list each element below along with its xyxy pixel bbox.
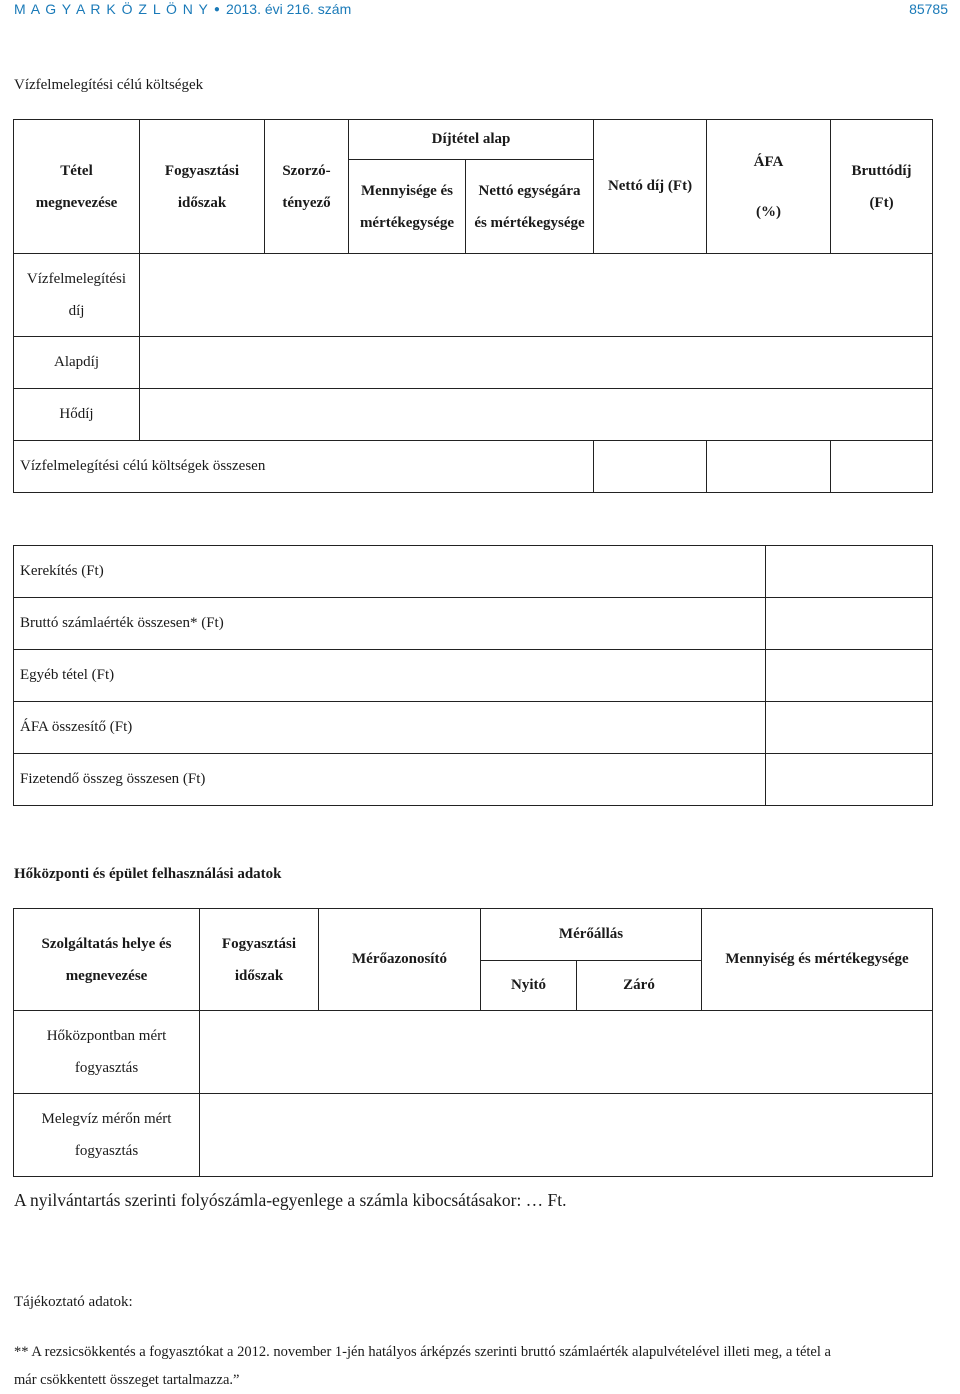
header-tariff-base: Díjtétel alap bbox=[349, 120, 594, 160]
empty-cell bbox=[594, 441, 707, 493]
row-label: Alapdíj bbox=[14, 337, 140, 389]
row-label: Hődíj bbox=[14, 389, 140, 441]
empty-cell bbox=[200, 1011, 933, 1094]
row-label: Kerekítés (Ft) bbox=[14, 546, 766, 598]
header-vat: ÁFA (%) bbox=[707, 120, 831, 254]
table-row bbox=[14, 650, 933, 702]
header-quantity-unit: Mennyisége és mértékegysége bbox=[349, 160, 466, 254]
water-heating-costs-table bbox=[13, 119, 933, 493]
empty-cell bbox=[707, 441, 831, 493]
row-label: Fizetendő összeg összesen (Ft) bbox=[14, 754, 766, 806]
table-row bbox=[14, 254, 933, 337]
balance-statement: A nyilvántartás szerinti folyószámla-egyenlege a számla kibocsátásakor: … Ft. bbox=[14, 1190, 567, 1210]
table-row bbox=[14, 389, 933, 441]
header-closing: Záró bbox=[577, 961, 702, 1011]
table-row bbox=[14, 1094, 933, 1177]
empty-cell bbox=[766, 546, 933, 598]
section-title-water-heating: Vízfelmelegítési célú költségek bbox=[14, 77, 204, 93]
row-label: Bruttó számlaérték összesen* (Ft) bbox=[14, 598, 766, 650]
row-label: ÁFA összesítő (Ft) bbox=[14, 702, 766, 754]
header-multiplier: Szorzó- tényező bbox=[265, 120, 349, 254]
table-row bbox=[14, 337, 933, 389]
bullet-icon: ● bbox=[213, 4, 221, 15]
summary-table bbox=[13, 545, 933, 806]
row-label: Hőközpontban mért fogyasztás bbox=[14, 1011, 200, 1094]
header-gross-fee: Bruttódíj (Ft) bbox=[831, 120, 933, 254]
consumption-data-table bbox=[13, 908, 933, 1177]
table-row-total bbox=[14, 441, 933, 493]
journal-header bbox=[14, 1, 351, 17]
page-number: 85785 bbox=[909, 1, 948, 17]
total-label: Vízfelmelegítési célú költségek összesen bbox=[14, 441, 594, 493]
empty-cell bbox=[140, 337, 933, 389]
header-meter-id: Mérőazonosító bbox=[319, 909, 481, 1011]
empty-cell bbox=[140, 389, 933, 441]
section-title-consumption: Hőközponti és épület felhasználási adatok bbox=[14, 866, 282, 882]
header-unit-net-price: Nettó egységára és mértékegysége bbox=[466, 160, 594, 254]
footnote: ** A rezsicsökkentés a fogyasztókat a 2012. november 1-jén hatályos árképzés szerinti bruttó számlaérték alapulvételével illeti meg, a tétel a már csökkentett összeget tartalmazza.” bbox=[14, 1344, 831, 1388]
header-meter-reading: Mérőállás bbox=[481, 909, 702, 961]
empty-cell bbox=[140, 254, 933, 337]
empty-cell bbox=[766, 598, 933, 650]
table-row bbox=[14, 1011, 933, 1094]
empty-cell bbox=[766, 702, 933, 754]
header-net-fee: Nettó díj (Ft) bbox=[594, 120, 707, 254]
row-label: Egyéb tétel (Ft) bbox=[14, 650, 766, 702]
header-quantity-unit: Mennyiség és mértékegysége bbox=[702, 909, 933, 1011]
table-row bbox=[14, 702, 933, 754]
info-title: Tájékoztató adatok: bbox=[14, 1294, 133, 1310]
empty-cell bbox=[766, 650, 933, 702]
row-label: Vízfelmelegítési díj bbox=[14, 254, 140, 337]
row-label: Melegvíz mérőn mért fogyasztás bbox=[14, 1094, 200, 1177]
table-row bbox=[14, 754, 933, 806]
header-item-name: Tétel megnevezése bbox=[14, 120, 140, 254]
empty-cell bbox=[831, 441, 933, 493]
issue-number: 2013. évi 216. szám bbox=[225, 1, 352, 17]
journal-title: M A G Y A R K Ö Z L Ö N Y bbox=[14, 1, 209, 17]
empty-cell bbox=[766, 754, 933, 806]
header-period: Fogyasztási időszak bbox=[200, 909, 319, 1011]
header-service-location: Szolgáltatás helye és megnevezése bbox=[14, 909, 200, 1011]
empty-cell bbox=[200, 1094, 933, 1177]
table-row bbox=[14, 598, 933, 650]
table-row bbox=[14, 546, 933, 598]
header-period: Fogyasztási időszak bbox=[140, 120, 265, 254]
header-opening: Nyitó bbox=[481, 961, 577, 1011]
